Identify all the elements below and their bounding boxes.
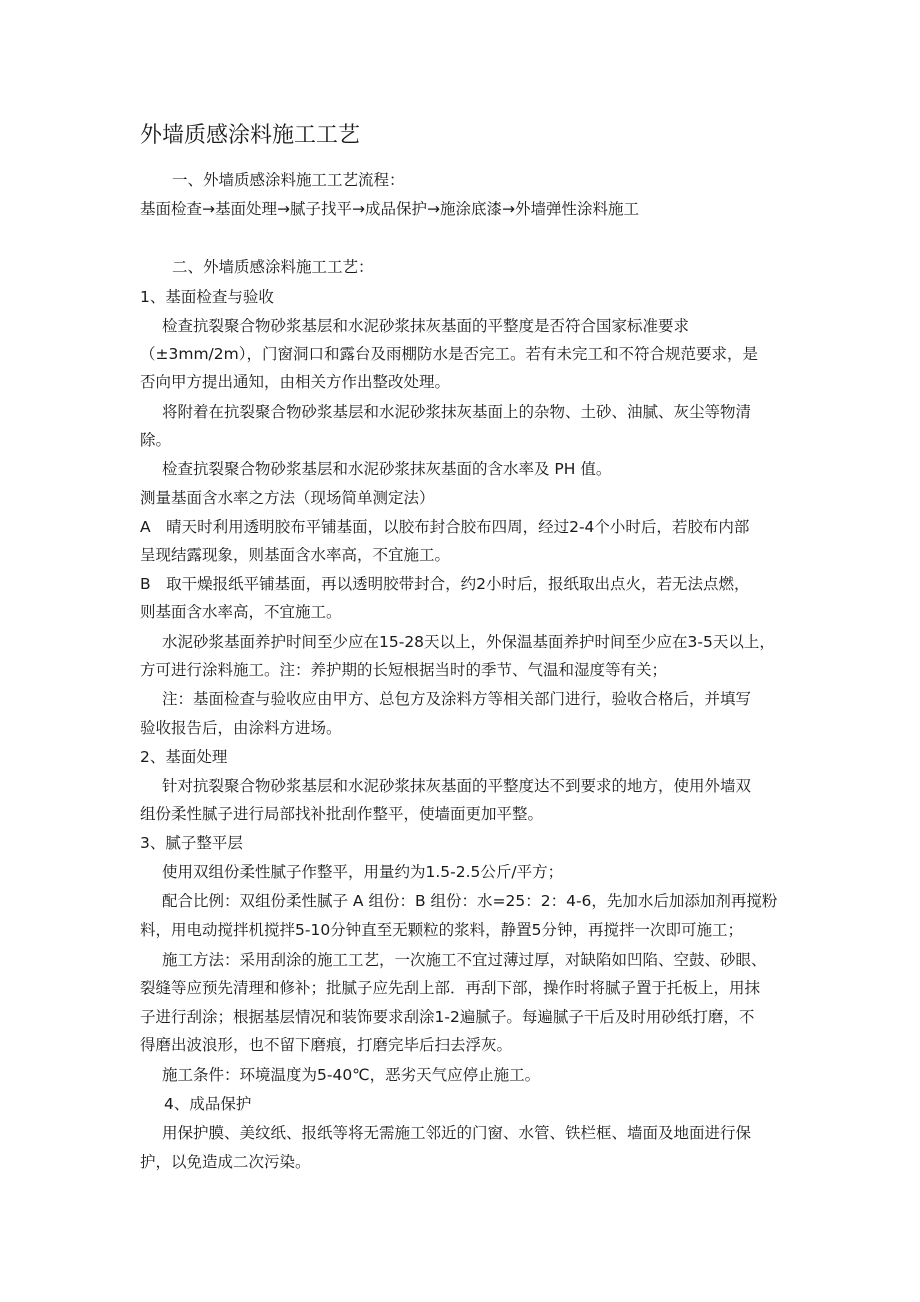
section-heading-2: 二、外墙质感涂料施工工艺： <box>172 258 374 276</box>
paragraph-line: 子进行刮涂；根据基层情况和装饰要求刮涂1-2遍腻子。每遍腻子干后及时用砂纸打磨，不 <box>140 1008 755 1026</box>
paragraph-line: 检查抗裂聚合物砂浆基层和水泥砂浆抹灰基面的平整度是否符合国家标准要求 <box>162 317 690 335</box>
paragraph-line: 水泥砂浆基面养护时间至少应在15-28天以上，外保温基面养护时间至少应在3-5天以上， <box>162 633 775 651</box>
paragraph-line: 使用双组份柔性腻子作整平，用量约为1.5-2.5公斤/平方； <box>162 863 564 881</box>
paragraph-line: 用保护膜、美纹纸、报纸等将无需施工邻近的门窗、水管、铁栏框、墙面及地面进行保 <box>162 1124 752 1142</box>
paragraph-line: 检查抗裂聚合物砂浆基层和水泥砂浆抹灰基面的含水率及 PH 值。 <box>162 460 612 478</box>
paragraph-line: B 取干燥报纸平铺基面，再以透明胶带封合，约2小时后，报纸取出点火，若无法点燃， <box>140 575 750 593</box>
paragraph-line: 除。 <box>140 431 172 449</box>
subheading-2: 2、基面处理 <box>140 748 228 766</box>
paragraph-line: 注：基面检查与验收应由甲方、总包方及涂料方等相关部门进行，验收合格后，并填写 <box>162 690 752 708</box>
paragraph-line: 将附着在抗裂聚合物砂浆基层和水泥砂浆抹灰基面上的杂物、土砂、油腻、灰尘等物清 <box>162 403 752 421</box>
paragraph-line: 得磨出波浪形，也不留下磨痕，打磨完毕后扫去浮灰。 <box>140 1036 513 1054</box>
document-title: 外墙质感涂料施工工艺 <box>140 123 361 148</box>
process-flow-line: 基面检查→基面处理→腻子找平→成品保护→施涂底漆→外墙弹性涂料施工 <box>140 200 639 218</box>
paragraph-line: 则基面含水率高，不宜施工。 <box>140 603 342 621</box>
paragraph-line: 裂缝等应预先清理和修补；批腻子应先刮上部．再刮下部，操作时将腻子置于托板上，用抹 <box>140 979 761 997</box>
paragraph-line: 否向甲方提出通知，由相关方作出整改处理。 <box>140 373 451 391</box>
paragraph-line: 验收报告后，由涂料方进场。 <box>140 719 342 737</box>
paragraph-line: 呈现结露现象，则基面含水率高，不宜施工。 <box>140 546 451 564</box>
paragraph-line: 方可进行涂料施工。注：养护期的长短根据当时的季节、气温和湿度等有关； <box>140 661 668 679</box>
paragraph-line: 针对抗裂聚合物砂浆基层和水泥砂浆抹灰基面的平整度达不到要求的地方，使用外墙双 <box>162 777 752 795</box>
paragraph-line: 配合比例：双组份柔性腻子 A 组份：B 组份：水=25：2：4-6，先加水后加添加剂再搅粉 <box>162 892 778 910</box>
paragraph-line: 施工条件：环境温度为5-40℃，恶劣天气应停止施工。 <box>162 1066 541 1084</box>
subheading-3: 3、腻子整平层 <box>140 834 243 852</box>
section-heading-1: 一、外墙质感涂料施工工艺流程： <box>172 171 405 189</box>
subheading-4: 4、成品保护 <box>164 1095 252 1113</box>
paragraph-line: 施工方法：采用刮涂的施工工艺，一次施工不宜过薄过厚，对缺陷如凹陷、空鼓、砂眼、 <box>162 951 767 969</box>
paragraph-line: 料，用电动搅拌机搅拌5-10分钟直至无颗粒的浆料，静置5分钟，再搅拌一次即可施工； <box>140 921 744 939</box>
paragraph-line: 测量基面含水率之方法（现场简单测定法） <box>140 489 435 507</box>
subheading-1: 1、基面检查与验收 <box>140 288 274 306</box>
paragraph-line: A 晴天时利用透明胶布平铺基面，以胶布封合胶布四周，经过2-4个小时后，若胶布内部 <box>140 518 750 536</box>
paragraph-line: 组份柔性腻子进行局部找补批刮作整平，使墙面更加平整。 <box>140 805 544 823</box>
paragraph-line: （±3mm/2m），门窗洞口和露台及雨棚防水是否完工。若有未完工和不符合规范要求，是 <box>140 345 758 363</box>
paragraph-line: 护，以免造成二次污染。 <box>140 1153 311 1171</box>
